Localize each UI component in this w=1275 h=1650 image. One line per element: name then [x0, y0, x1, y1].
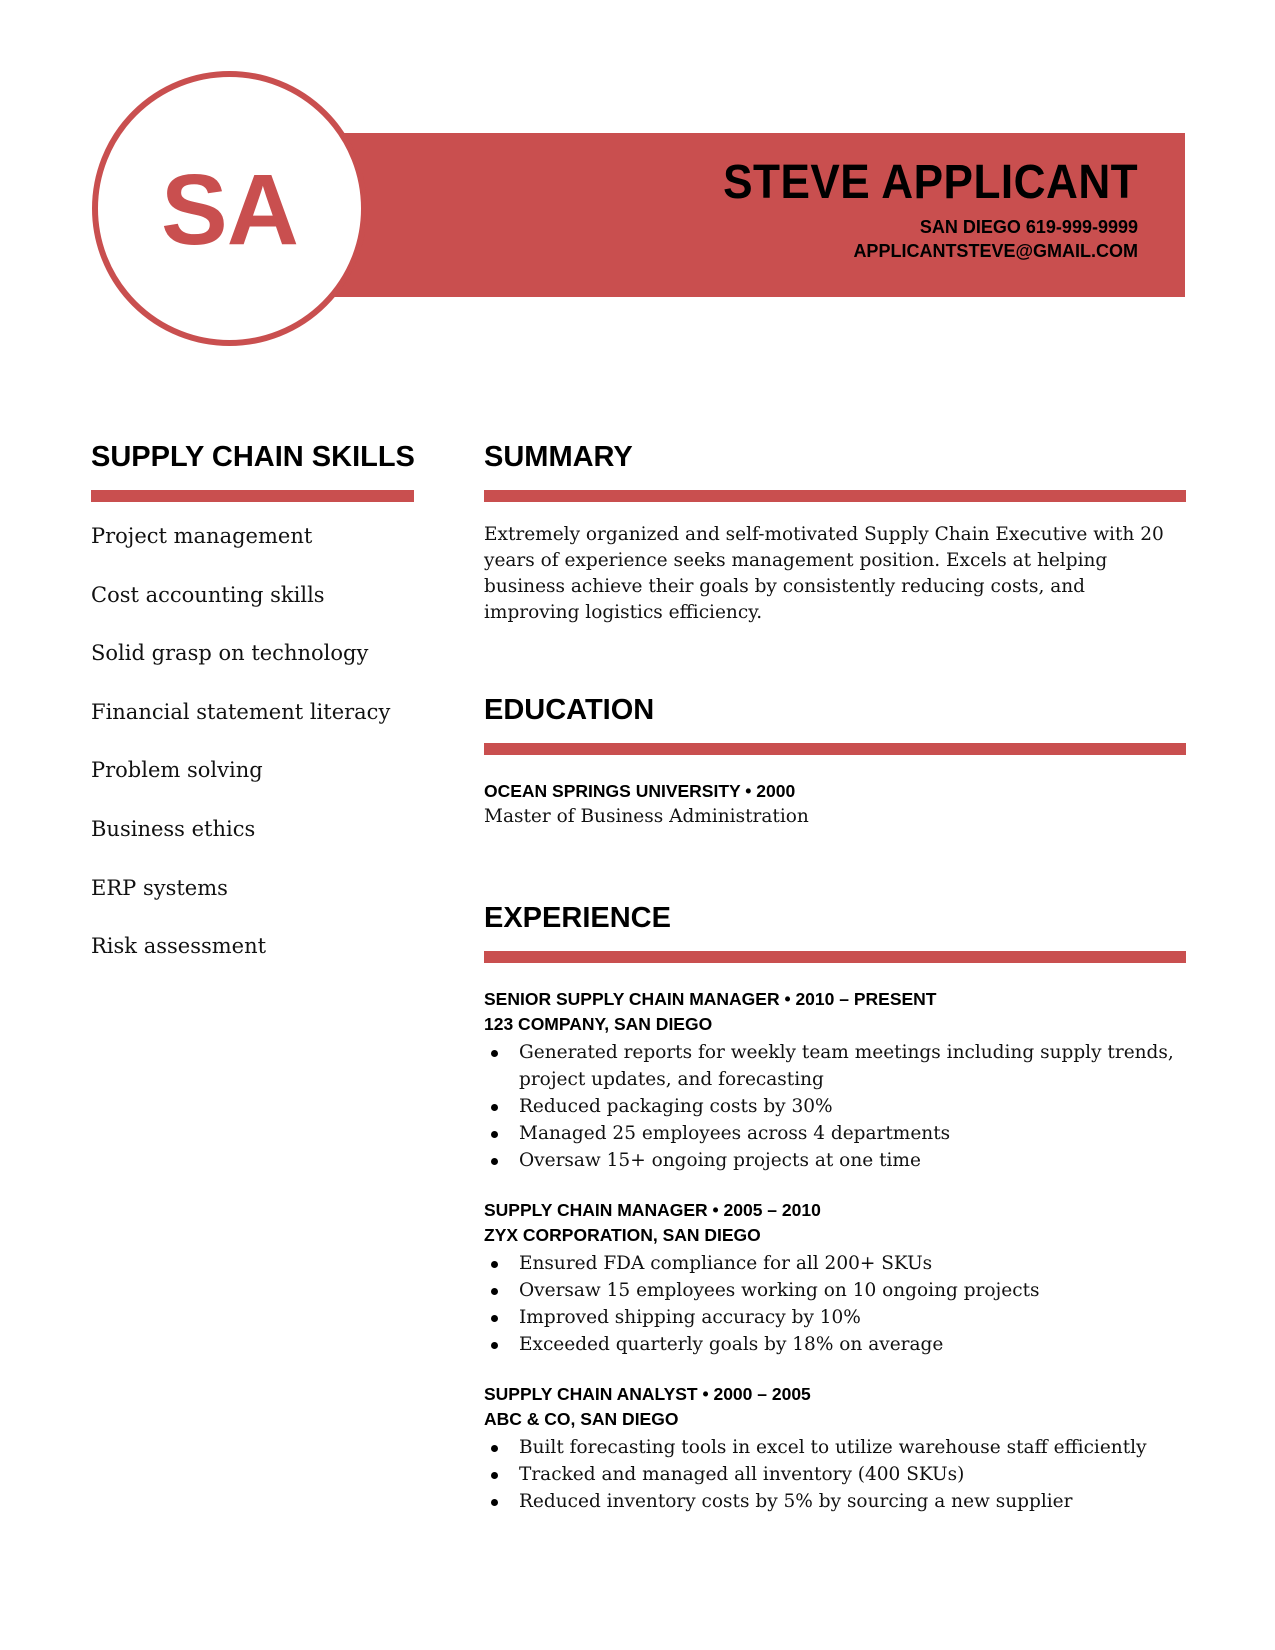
job-bullets: [484, 1250, 1186, 1358]
job-bullet: Generated reports for weekly team meetings including supply trends, project updates, and forecasting: [519, 1039, 1186, 1093]
job-entry: [484, 1198, 1186, 1358]
job-bullet: Reduced inventory costs by 5% by sourcing a new supplier: [519, 1488, 1186, 1515]
summary-title-bar: [484, 490, 1186, 502]
skill-item: Project management: [91, 524, 313, 548]
skill-item: Cost accounting skills: [91, 582, 325, 607]
skills-title: SUPPLY CHAIN SKILLS: [91, 441, 415, 473]
skill-item: ERP systems: [91, 875, 228, 900]
skill-item: Problem solving: [91, 758, 263, 783]
job-company: ZYX CORPORATION, SAN DIEGO: [484, 1225, 761, 1245]
skill-item: Business ethics: [91, 816, 256, 841]
job-bullet: Managed 25 employees across 4 departments: [519, 1120, 1186, 1147]
monogram: SA: [161, 154, 298, 266]
skills-section: [91, 440, 414, 991]
education-title: EDUCATION: [484, 694, 655, 726]
experience-title-bar: [484, 951, 1186, 963]
job-company: 123 COMPANY, SAN DIEGO: [484, 1014, 713, 1034]
job-bullet: Reduced packaging costs by 30%: [519, 1093, 1186, 1120]
summary-title: SUMMARY: [484, 441, 633, 473]
contact-block: [853, 215, 1138, 263]
job-bullet: Ensured FDA compliance for all 200+ SKUs: [519, 1250, 1186, 1277]
applicant-name: STEVE APPLICANT: [722, 156, 1138, 209]
job-bullets: [484, 1039, 1186, 1174]
job-title: SUPPLY CHAIN ANALYST • 2000 – 2005: [484, 1384, 811, 1404]
skills-title-bar: [91, 490, 414, 502]
job-bullets: [484, 1434, 1186, 1515]
job-bullet: Improved shipping accuracy by 10%: [519, 1304, 1186, 1331]
job-bullet: Built forecasting tools in excel to utilize warehouse staff efficiently: [519, 1434, 1186, 1461]
skill-item: Risk assessment: [91, 934, 267, 959]
email: APPLICANTSTEVE@GMAIL.COM: [853, 241, 1138, 261]
job-entry: [484, 987, 1186, 1174]
education-section: [484, 693, 1186, 830]
experience-title: EXPERIENCE: [484, 902, 671, 934]
header-banner: [330, 133, 1185, 297]
job-company: ABC & CO, SAN DIEGO: [484, 1409, 679, 1429]
job-bullet: Oversaw 15+ ongoing projects at one time: [519, 1147, 1186, 1174]
job-bullet: Oversaw 15 employees working on 10 ongoing projects: [519, 1277, 1186, 1304]
job-entry: [484, 1382, 1186, 1515]
education-school: OCEAN SPRINGS UNIVERSITY • 2000: [484, 781, 796, 801]
job-title: SUPPLY CHAIN MANAGER • 2005 – 2010: [484, 1200, 821, 1220]
skills-list: [91, 522, 414, 991]
job-bullet: Tracked and managed all inventory (400 SKUs): [519, 1461, 1186, 1488]
skill-item: Financial statement literacy: [91, 699, 391, 724]
job-bullet: Exceeded quarterly goals by 18% on average: [519, 1331, 1186, 1358]
monogram-circle: [92, 71, 367, 346]
job-title: SENIOR SUPPLY CHAIN MANAGER • 2010 – PRESENT: [484, 989, 937, 1009]
summary-section: [484, 440, 1186, 626]
summary-text: Extremely organized and self-motivated Supply Chain Executive with 20 years of experience seeks management position. Excels at helping business achieve their goals by consistently reducing costs, and improving logistics efficiency.: [484, 524, 1164, 623]
location-phone: SAN DIEGO 619-999-9999: [919, 217, 1138, 237]
experience-section: [484, 901, 1186, 1539]
education-title-bar: [484, 743, 1186, 755]
skill-item: Solid grasp on technology: [91, 641, 369, 666]
education-degree: Master of Business Administration: [484, 806, 809, 827]
